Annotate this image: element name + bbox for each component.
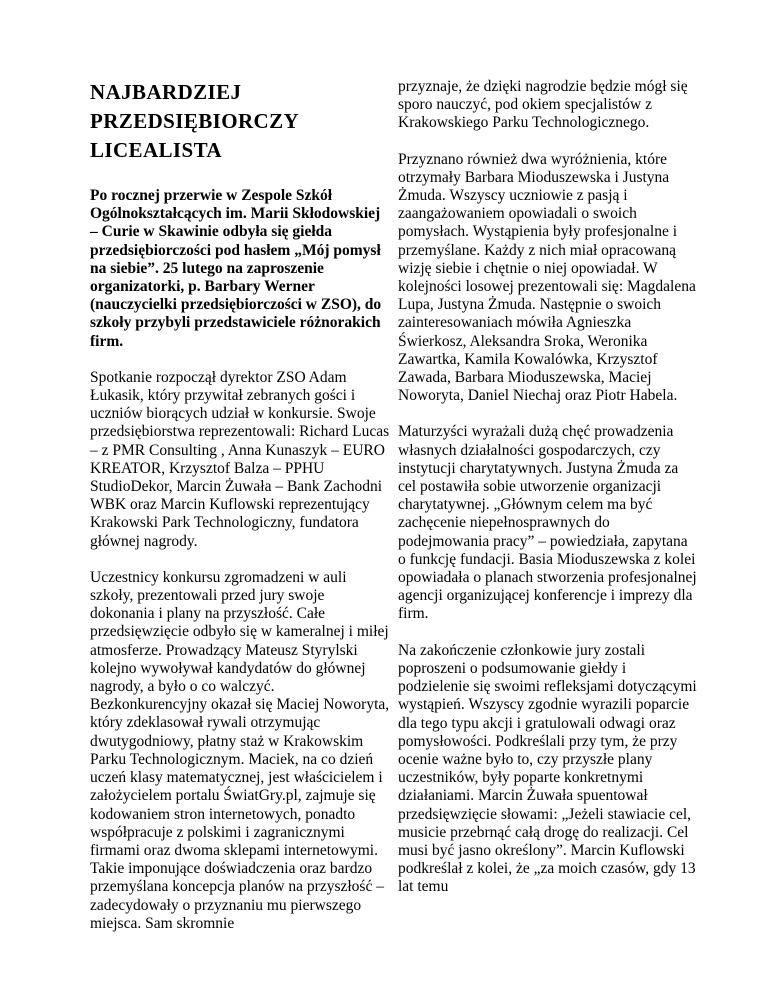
paragraph-awards: Przyznano również dwa wyróżnienia, które otrzymały Barbara Mioduszewska i Justyna Żmuda. Wszyscy uczniowie z pasją i zaangażowaniem opowiadali o swoich pomysłach. Wystąpienia były profesjonalne i przemyślane. Każdy z nich miał opracowaną wizję siebie i chętnie o niej opowiadał. W kolejności losowej prezentowali się: Magdalena Lupa, Justyna Żmuda. Następnie o swoich zainteresowaniach mówiła Agnieszka Świerkosz, Aleksandra Sroka, Weronika Zawartka, Kamila Kowalówka, Krzysztof Zawada, Barbara Mioduszewska, Maciej Noworyta, Daniel Niechaj oraz Piotr Habela. bbox=[398, 150, 696, 405]
paragraph-opening: Spotkanie rozpoczął dyrektor ZSO Adam Łukasik, który przywitał zebranych gości i uczniów biorących udział w konkursie. Swoje przedsiębiorstwa reprezentowali: Richard Lucas – z PMR Consulting , Anna Kunaszyk – EURO KREATOR, Krzysztof Balza – PPHU StudioDekor, Marcin Żuwała – Bank Zachodni WBK oraz Marcin Kuflowski reprezentujący Krakowski Park Technologiczny, fundatora głównej nagrody. bbox=[90, 368, 390, 550]
right-column bbox=[398, 78, 698, 915]
paragraph-continuation: przyznaje, że dzięki nagrodzie będzie mógł się sporo nauczyć, pod okiem specjalistów z Krakowskiego Parku Technologicznego. bbox=[398, 78, 688, 132]
left-column bbox=[90, 78, 390, 951]
article-title: NAJBARDZIEJ PRZEDSIĘBIORCZY LICEALISTA bbox=[90, 80, 299, 162]
article-lead: Po rocznej przerwie w Zespole Szkół Ogólnokształcących im. Marii Skłodowskiej – Curie w Skawinie odbyła się giełda przedsiębiorczości pod hasłem „Mój pomysł na siebie”. 25 lutego na zaproszenie organizatorki, p. Barbary Werner (nauczycielki przedsiębiorczości w ZSO), do szkoły przybyli przedstawiciele różnorakich firm. bbox=[90, 187, 382, 350]
paragraph-participants: Uczestnicy konkursu zgromadzeni w auli szkoły, prezentowali przed jury swoje dokonania i plany na przyszłość. Całe przedsięwzięcie odbyło się w kameralnej i miłej atmosferze. Prowadzący Mateusz Styrylski kolejno wywoływał kandydatów do głównej nagrody, a było o co walczyć. Bezkonkurencyjny okazał się Maciej Noworyta, który zdeklasował rywali otrzymując dwutygodniowy, płatny staż w Krakowskim Parku Technologicznym. Maciek, na co dzień uczeń klasy matematycznej, jest właścicielem i założycielem portalu ŚwiatGry.pl, zajmuje się kodowaniem stron internetowych, ponadto współpracuje z polskimi i zagranicznymi firmami oraz dwoma sklepami internetowymi. Takie imponujące doświadczenia oraz bardzo przemyślana koncepcja planów na przyszłość – zadecydowały o przyznaniu mu pierwszego miejsca. Sam skromnie bbox=[90, 568, 390, 932]
paragraph-plans: Maturzyści wyrażali dużą chęć prowadzenia własnych działalności gospodarczych, czy instytucji charytatywnych. Justyna Żmuda za cel postawiła sobie utworzenie organizacji charytatywnej. „Głównym celem ma być zachęcenie niepełnosprawnych do podejmowania pracy” – powiedziała, zapytana o funkcję fundacji. Basia Mioduszewska z kolei opowiadała o planach stworzenia profesjonalnej agencji organizującej konferencje i imprezy dla firm. bbox=[398, 423, 697, 623]
paragraph-conclusion: Na zakończenie członkowie jury zostali poproszeni o podsumowanie giełdy i podzielenie się swoimi refleksjami dotyczącymi wystąpień. Wszyscy zgodnie wyrazili poparcie dla tego typu akcji i gratulowali odwagi oraz pomysłowości. Podkreślali przy tym, że przy ocenie ważne było to, czy przyszłe plany uczestników, były poparte konkretnymi działaniami. Marcin Żuwała spuentował przedsięwzięcie słowami: „Jeżeli stawiacie cel, musicie przebrnąć całą drogę do realizacji. Cel musi być jasno określony”. Marcin Kuflowski podkreślał z kolei, że „za moich czasów, gdy 13 lat temu bbox=[398, 641, 697, 896]
